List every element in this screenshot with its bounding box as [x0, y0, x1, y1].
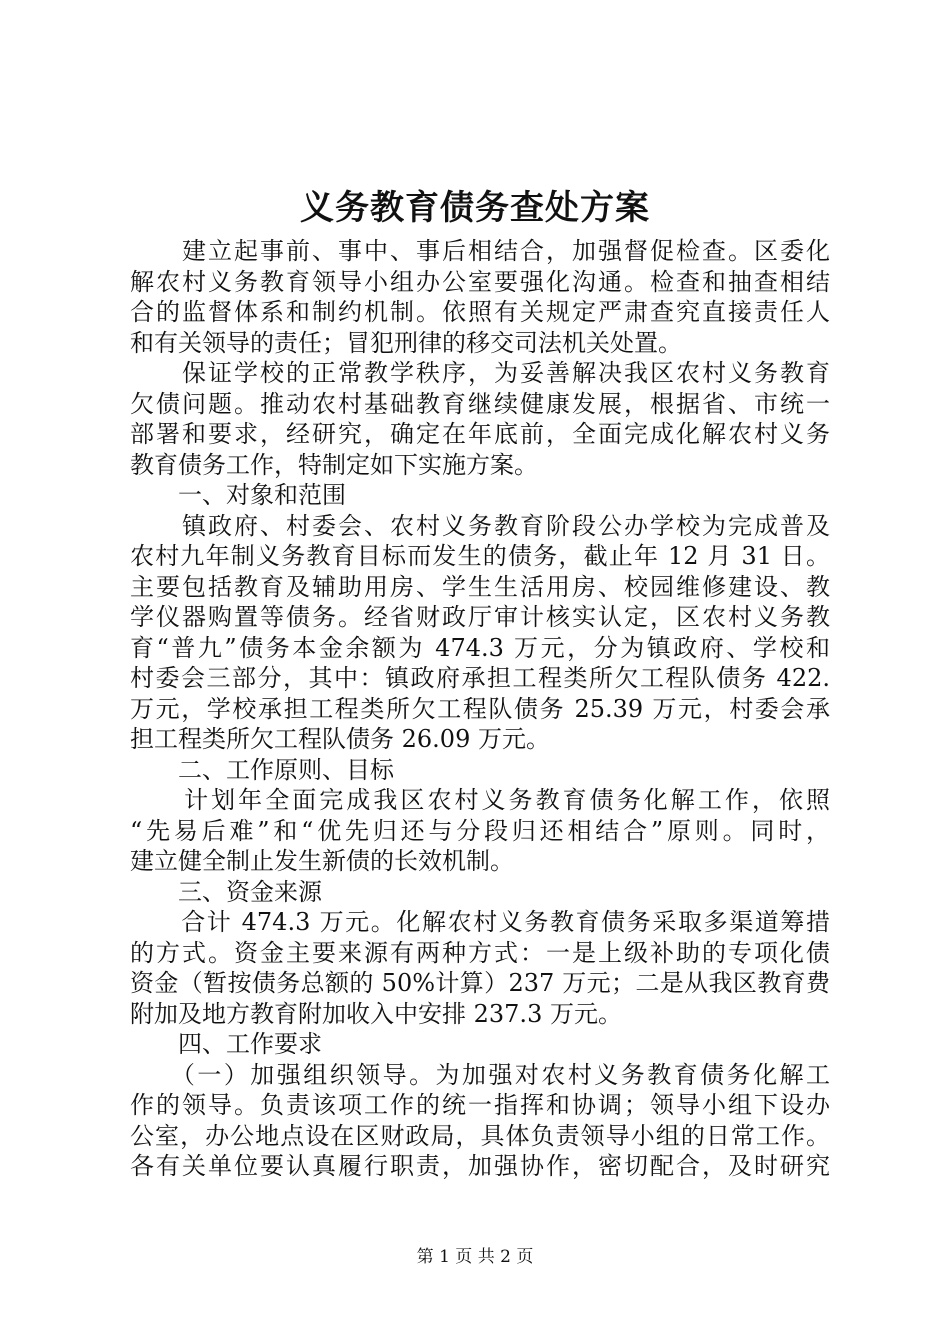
text-line: 三、资金来源 — [130, 877, 322, 906]
text-line: 二、工作原则、目标 — [130, 755, 394, 784]
text-line: 欠债问题。推动农村基础教育继续健康发展，根据省、市统一 — [130, 389, 830, 418]
text-line: 育“普九”债务本金余额为 474.3 万元，分为镇政府、学校和 — [130, 633, 830, 662]
text-line: 镇政府、村委会、农村义务教育阶段公办学校为完成普及 — [130, 511, 830, 540]
page-footer: 第 1 页 共 2 页 — [416, 1247, 534, 1267]
text-line: 和有关领导的责任；冒犯刑律的移交司法机关处置。 — [130, 328, 682, 357]
text-line: 解农村义务教育领导小组办公室要强化沟通。检查和抽查相结 — [130, 267, 830, 296]
text-line: 计划年全面完成我区农村义务教育债务化解工作，依照 — [130, 786, 830, 814]
text-line: 公室，办公地点设在区财政局，具体负责领导小组的日常工作。 — [130, 1121, 830, 1150]
document-body — [130, 236, 830, 1182]
text-line: 的方式。资金主要来源有两种方式：一是上级补助的专项化债 — [130, 938, 830, 967]
text-line: 各有关单位要认真履行职责，加强协作，密切配合，及时研究 — [130, 1152, 830, 1180]
text-line: 村委会三部分，其中：镇政府承担工程类所欠工程队债务 422. — [130, 664, 830, 692]
text-line: 一、对象和范围 — [130, 481, 346, 509]
text-line: 合的监督体系和制约机制。依照有关规定严肃查究直接责任人 — [130, 298, 830, 326]
document-title: 义务教育债务查处方案 — [300, 188, 650, 228]
text-line: 四、工作要求 — [130, 1030, 322, 1058]
text-line: 附加及地方教育附加收入中安排 237.3 万元。 — [130, 999, 622, 1028]
text-line: 保证学校的正常教学秩序，为妥善解决我区农村义务教育 — [130, 359, 830, 387]
text-line: 万元，学校承担工程类所欠工程队债务 25.39 万元，村委会承 — [130, 694, 830, 723]
text-line: （一）加强组织领导。为加强对农村义务教育债务化解工 — [130, 1060, 830, 1089]
text-line: 合计 474.3 万元。化解农村义务教育债务采取多渠道筹措 — [130, 908, 830, 936]
text-line: 建立健全制止发生新债的长效机制。 — [130, 847, 514, 875]
text-line: 资金（暂按债务总额的 50%计算）237 万元；二是从我区教育费 — [130, 969, 830, 997]
text-line: 主要包括教育及辅助用房、学生生活用房、校园维修建设、教 — [130, 572, 830, 601]
text-line: 建立起事前、事中、事后相结合，加强督促检查。区委化 — [130, 237, 830, 265]
text-line: 部署和要求，经研究，确定在年底前，全面完成化解农村义务 — [130, 420, 830, 448]
text-line: 学仪器购置等债务。经省财政厅审计核实认定，区农村义务教 — [130, 603, 830, 631]
text-line: 担工程类所欠工程队债务 26.09 万元。 — [130, 725, 550, 753]
text-line: 作的领导。负责该项工作的统一指挥和协调；领导小组下设办 — [130, 1091, 830, 1119]
text-line: “先易后难”和“优先归还与分段归还相结合”原则。同时， — [130, 816, 830, 845]
text-line: 教育债务工作，特制定如下实施方案。 — [130, 450, 538, 479]
text-line: 农村九年制义务教育目标而发生的债务，截止年 12 月 31 日。 — [130, 542, 830, 570]
